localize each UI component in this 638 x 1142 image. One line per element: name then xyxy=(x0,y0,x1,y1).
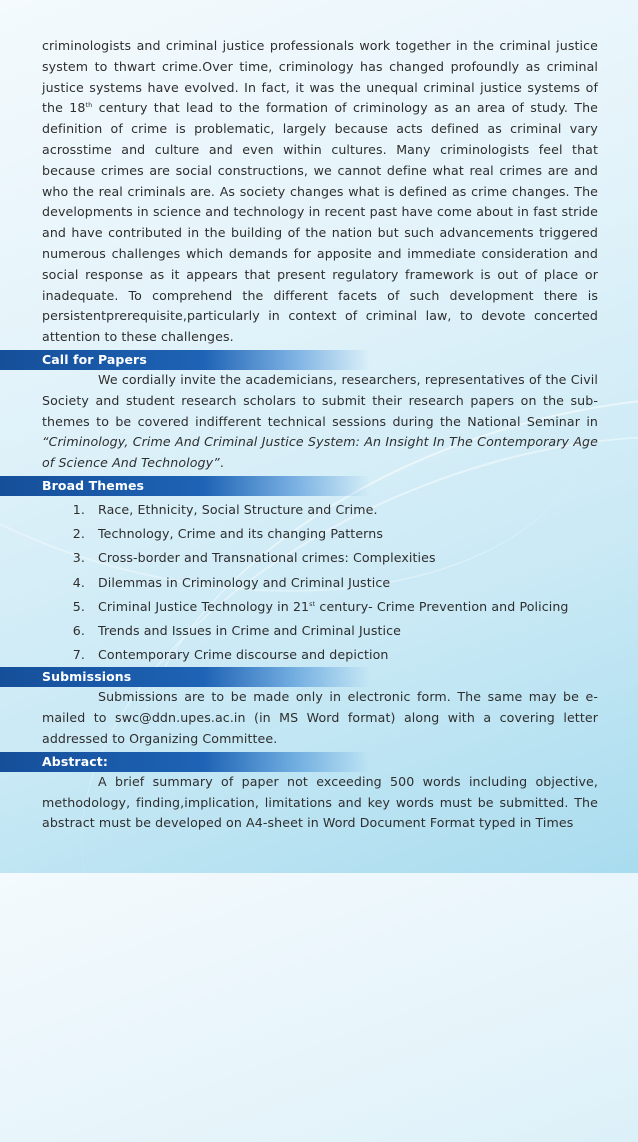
list-number: 6. xyxy=(72,622,85,638)
list-item xyxy=(42,595,598,619)
list-number: 7. xyxy=(72,647,85,663)
list-item-text-part1: Criminal Justice Technology in 21 xyxy=(98,598,310,614)
themes-list xyxy=(42,498,598,667)
intro-text-part1: criminologists and criminal justice professionals work together in the criminal justice system to thwart crime.Over time, criminology has changed profoundly as criminal justice systems have evolved. In fact, it was the unequal criminal justice systems of the 18 xyxy=(42,38,598,116)
list-item-text: Contemporary Crime discourse and depiction xyxy=(98,647,389,663)
list-item-text: Technology, Crime and its changing Patterns xyxy=(98,526,383,542)
list-number: 4. xyxy=(72,574,85,590)
intro-text-part2: century that lead to the formation of criminology as an area of study. The definition of crime is problematic, largely because acts defined as criminal vary acrosstime and culture and even within cultures. Many criminologists feel that because crimes are social constructions, we cannot define what real crimes are and who the real criminals are. As society changes what is defined as crime changes. The developments in science and technology in recent past have come about in fast stride and have contributed in the building of the nation but such advancements triggered numerous challenges which demands for apposite and immediate consideration and social response as it appears that present regulatory framework is out of place or inadequate. To comprehend the different facets of such development there is persistentprerequisite,particularly in context of criminal law, to devote concerted attention to these challenges. xyxy=(42,100,599,345)
intro-paragraph xyxy=(42,36,598,348)
list-item-superscript: st xyxy=(309,599,316,608)
document-body xyxy=(42,36,598,834)
section-heading-call-for-papers: Call for Papers xyxy=(0,350,370,370)
list-number: 2. xyxy=(72,526,85,542)
list-item xyxy=(42,571,598,595)
list-item xyxy=(42,498,598,522)
list-item-text xyxy=(98,595,569,619)
section-heading-submissions: Submissions xyxy=(0,667,370,687)
call-for-papers-end: . xyxy=(219,455,224,471)
list-item-text: Cross-border and Transnational crimes: Complexities xyxy=(98,550,436,566)
abstract-paragraph: A brief summary of paper not exceeding 500 words including objective, methodology, finding,implication, limitations and key words must be submitted. The abstract must be developed on A4-sheet in Word Document Format typed in Times xyxy=(42,773,598,831)
intro-superscript: th xyxy=(85,101,93,110)
list-item-text: Race, Ethnicity, Social Structure and Crime. xyxy=(98,501,378,517)
list-item xyxy=(42,522,598,546)
list-item-text: Trends and Issues in Crime and Criminal Justice xyxy=(98,622,402,638)
call-for-papers-text: We cordially invite the academicians, researchers, representatives of the Civil Society and student research scholars to submit their research papers on the sub-themes to be covered indifferent technical sessions during the National Seminar in xyxy=(42,371,598,429)
list-item xyxy=(42,546,598,570)
section-heading-abstract: Abstract: xyxy=(0,752,370,772)
list-item-text: Dilemmas in Criminology and Criminal Justice xyxy=(98,574,391,590)
list-number: 1. xyxy=(72,501,85,517)
seminar-title: “Criminology, Crime And Criminal Justice System: An Insight In The Contemporary Age of Science And Technology” xyxy=(42,434,598,471)
list-item xyxy=(42,643,598,667)
list-number: 5. xyxy=(72,598,85,614)
list-item-text-part2: century- Crime Prevention and Policing xyxy=(315,598,569,614)
list-number: 3. xyxy=(72,550,85,566)
list-item xyxy=(42,619,598,643)
call-for-papers-paragraph xyxy=(42,370,598,474)
section-heading-broad-themes: Broad Themes xyxy=(0,476,370,496)
submissions-paragraph: Submissions are to be made only in electronic form. The same may be e-mailed to swc@ddn.upes.ac.in (in MS Word format) along with a covering letter addressed to Organizing Committee. xyxy=(42,689,598,746)
